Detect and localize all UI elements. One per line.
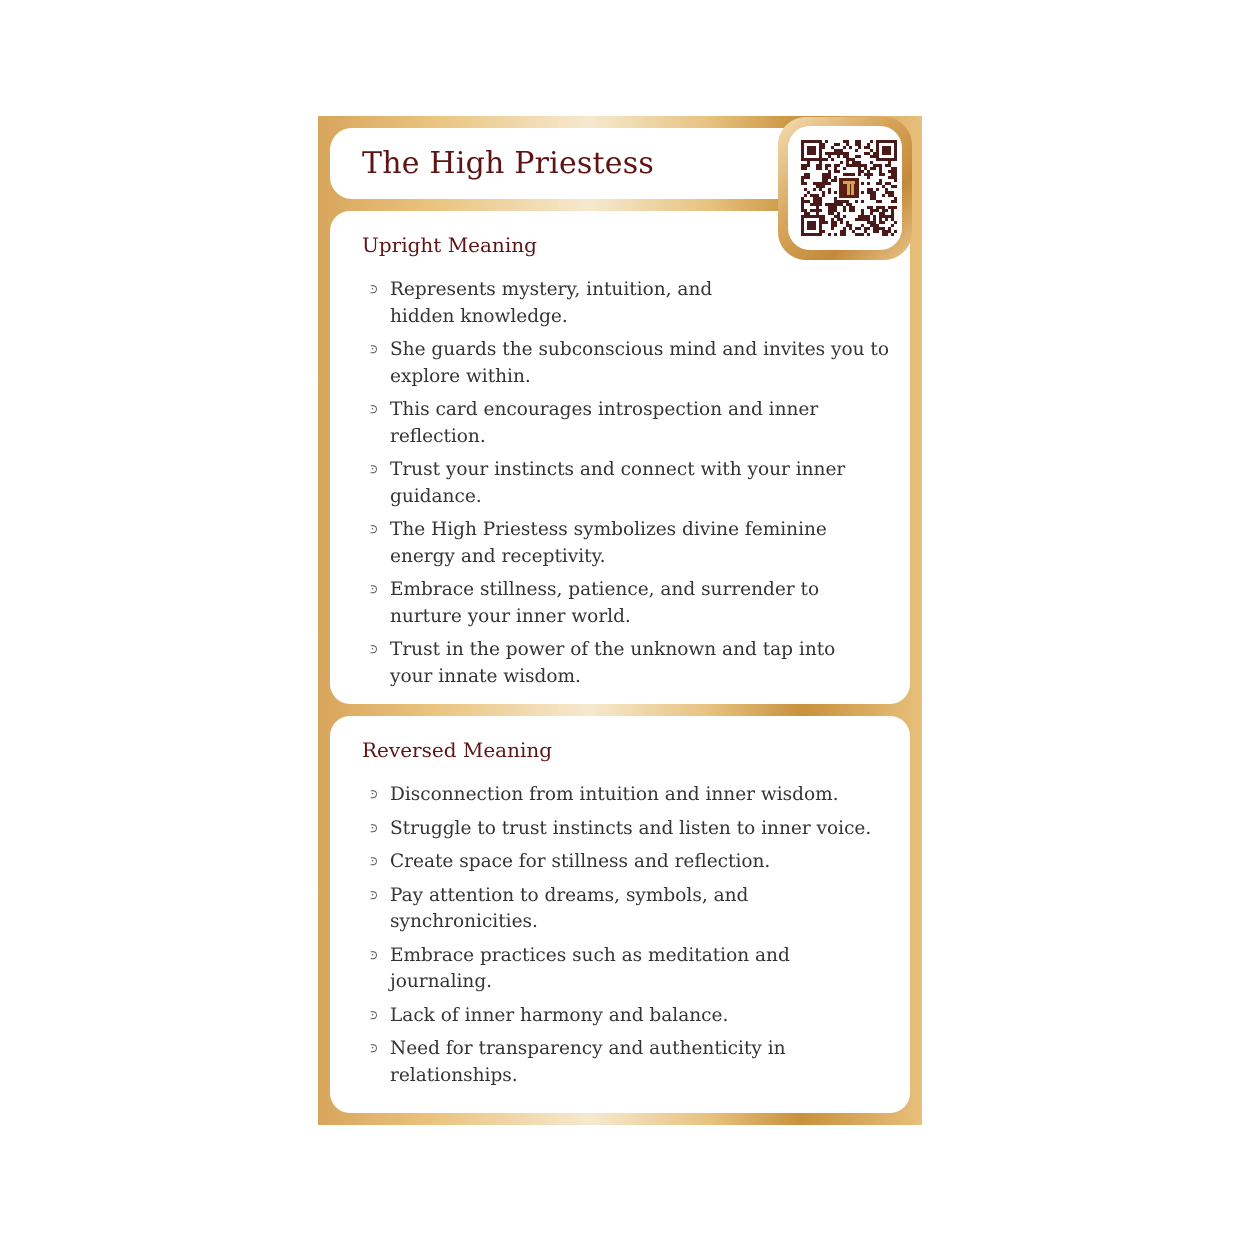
- list-item: [370, 397, 890, 450]
- list-item: [370, 883, 890, 936]
- list-item-text: Create space for stillness and reflection.: [390, 851, 771, 872]
- reversed-list: [370, 782, 890, 1096]
- card-title: The High Priestess: [362, 146, 654, 181]
- list-item-text: This card encourages introspection and inner reflection.: [390, 399, 819, 447]
- reversed-heading: Reversed Meaning: [362, 738, 553, 762]
- qr-panel: [788, 126, 902, 250]
- list-item-text: Disconnection from intuition and inner wisdom.: [390, 784, 839, 805]
- list-item-text: Need for transparency and authenticity in relationships.: [390, 1038, 786, 1086]
- bullet-icon: ⪾: [370, 582, 378, 597]
- tarot-card: [318, 116, 922, 1125]
- list-item: [370, 277, 890, 330]
- bullet-icon: ⪾: [370, 342, 378, 357]
- list-item-text: Pay attention to dreams, symbols, and synchronicities.: [390, 884, 749, 932]
- list-item: [370, 637, 890, 690]
- list-item: [370, 337, 890, 390]
- list-item-text: Embrace practices such as meditation and journaling.: [390, 944, 790, 992]
- list-item-text: She guards the subconscious mind and invites you to explore within.: [390, 339, 889, 387]
- list-item: [370, 816, 890, 843]
- list-item: [370, 1003, 890, 1030]
- list-item: [370, 457, 890, 510]
- list-item-text: Embrace stillness, patience, and surrender to nurture your inner world.: [390, 579, 820, 627]
- bullet-icon: ⪾: [370, 522, 378, 537]
- title-panel: [330, 128, 820, 199]
- upright-list: [370, 277, 890, 697]
- list-item-text: Trust in the power of the unknown and tap into your innate wisdom.: [390, 639, 836, 687]
- qr-frame: [778, 117, 912, 260]
- list-item: [370, 517, 890, 570]
- bullet-icon: ⪾: [370, 820, 378, 836]
- list-item-text: Represents mystery, intuition, and hidden knowledge.: [390, 279, 713, 327]
- upright-heading: Upright Meaning: [362, 233, 537, 257]
- list-item-text: Trust your instincts and connect with your inner guidance.: [390, 459, 846, 507]
- list-item: [370, 577, 890, 630]
- bullet-icon: ⪾: [370, 642, 378, 657]
- qr-code-icon[interactable]: [801, 140, 897, 236]
- bullet-icon: ⪾: [370, 282, 378, 297]
- list-item-text: The High Priestess symbolizes divine feminine energy and receptivity.: [390, 519, 827, 567]
- list-item: [370, 782, 890, 809]
- bullet-icon: ⪾: [370, 947, 378, 963]
- list-item-text: Struggle to trust instincts and listen to inner voice.: [390, 817, 872, 839]
- list-item-text: Lack of inner harmony and balance.: [390, 1004, 729, 1026]
- list-item: [370, 849, 890, 876]
- reversed-panel: [330, 716, 910, 1113]
- upright-panel: [330, 211, 910, 704]
- bullet-icon: ⪾: [370, 1041, 378, 1056]
- bullet-icon: ⪾: [370, 887, 378, 903]
- list-item: [370, 1036, 890, 1089]
- bullet-icon: ⪾: [370, 787, 378, 802]
- bullet-icon: ⪾: [370, 402, 378, 417]
- bullet-icon: ⪾: [370, 854, 378, 869]
- list-item: [370, 943, 890, 996]
- bullet-icon: ⪾: [370, 462, 378, 477]
- bullet-icon: ⪾: [370, 1007, 378, 1023]
